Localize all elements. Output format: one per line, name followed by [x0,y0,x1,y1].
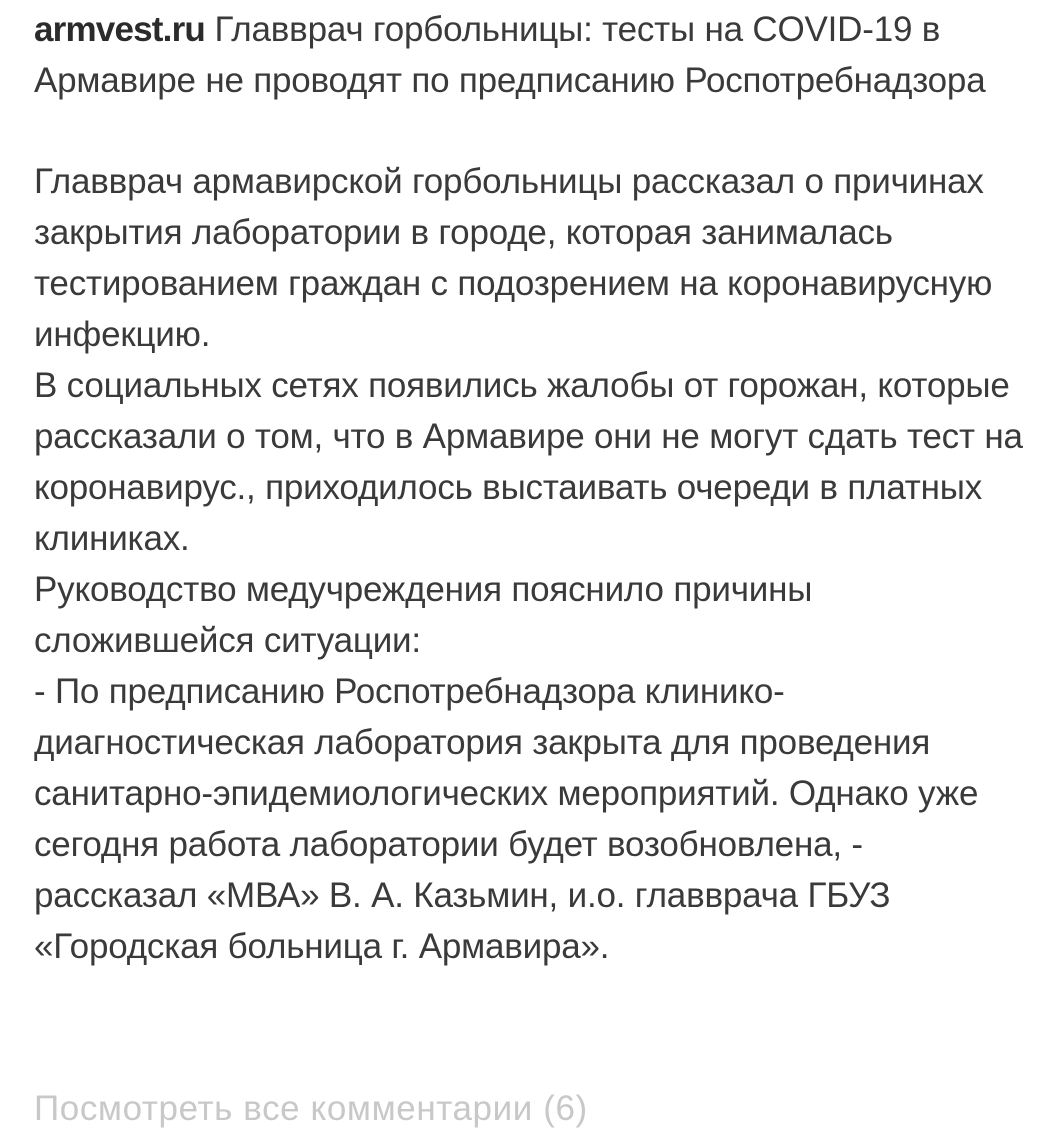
headline-text: Главврач горбольницы: тесты на COVID-19 в Армавире не проводят по предписанию Роспотребнадзора [34,10,986,100]
body-paragraph-4: - По предписанию Роспотребнадзора клинико-диагностическая лаборатория закрыта для проведения санитарно-эпидемиологических мероприятий. Однако уже сегодня работа лаборатории будет возобновлена, - рассказал «МВА» В. А. Казьмин, и.о. главврача ГБУЗ «Городская больница г. Армавира». [34,672,979,966]
body-paragraph-3: Руководство медучреждения пояснило причины сложившейся ситуации: [34,570,813,660]
body-paragraph-1: Главврач армавирской горбольницы рассказал о причинах закрытия лаборатории в городе, которая занималась тестированием граждан с подозрением на коронавирусную инфекцию. [34,162,993,354]
paragraph-spacer [34,106,1024,156]
post-headline [34,4,1024,106]
source-link[interactable]: armvest.ru [34,10,205,49]
body-paragraph-2: В социальных сетях появились жалобы от горожан, которые рассказали о том, что в Армавире они не могут сдать тест на коронавирус., приходилось выстаивать очереди в платных клиниках. [34,366,1023,558]
view-all-comments-link[interactable]: Посмотреть все комментарии (6) [34,1089,588,1128]
news-post [34,4,1024,972]
